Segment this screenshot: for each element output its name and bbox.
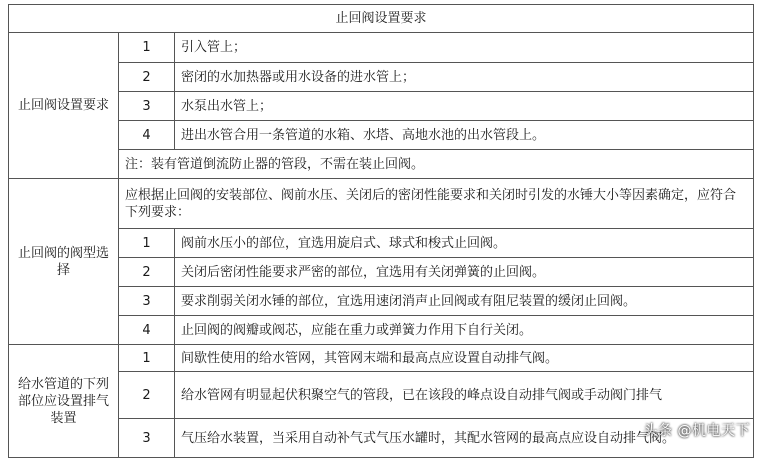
row-number: 1 [119, 345, 175, 372]
row-number: 2 [119, 372, 175, 419]
watermark: 头条 @机电天下 [643, 423, 750, 439]
row-number: 3 [119, 419, 175, 458]
row-text: 关闭后密闭性能要求严密的部位，宜选用有关闭弹簧的止回阀。 [175, 258, 754, 287]
row-text: 止回阀的阀瓣或阀芯，应能在重力或弹簧力作用下自行关闭。 [175, 316, 754, 345]
row-number: 2 [119, 258, 175, 287]
row-text: 水泵出水管上； [175, 92, 754, 121]
row-text: 气压给水装置，当采用自动补气式气压水罐时，其配水管网的最高点应设自动排气阀。 [175, 419, 754, 458]
row-number: 1 [119, 229, 175, 258]
row-text: 密闭的水加热器或用水设备的进水管上； [175, 63, 754, 92]
row-number: 3 [119, 92, 175, 121]
category-cell: 给水管道的下列部位应设置排气装置 [9, 345, 119, 458]
row-text: 要求削弱关闭水锤的部位，宜选用速闭消声止回阀或有阻尼装置的缓闭止回阀。 [175, 287, 754, 316]
row-text: 引入管上； [175, 33, 754, 63]
requirements-table [8, 4, 754, 458]
row-text: 阀前水压小的部位，宜选用旋启式、球式和梭式止回阀。 [175, 229, 754, 258]
category-cell: 止回阀的阀型选择 [9, 179, 119, 345]
category-cell: 止回阀设置要求 [9, 33, 119, 179]
row-number: 4 [119, 121, 175, 150]
row-number: 4 [119, 316, 175, 345]
row-number: 1 [119, 33, 175, 63]
row-text: 给水管网有明显起伏积聚空气的管段，已在该段的峰点设自动排气阀或手动阀门排气 [175, 372, 754, 419]
intro-text: 应根据止回阀的安装部位、阀前水压、关闭后的密闭性能要求和关闭时引发的水锤大小等因素确定，应符合下列要求： [119, 179, 754, 229]
table-title: 止回阀设置要求 [9, 5, 754, 33]
row-text: 间歇性使用的给水管网，其管网末端和最高点应设置自动排气阀。 [175, 345, 754, 372]
row-number: 2 [119, 63, 175, 92]
row-text: 进出水管合用一条管道的水箱、水塔、高地水池的出水管段上。 [175, 121, 754, 150]
note-text: 注：装有管道倒流防止器的管段，不需在装止回阀。 [119, 150, 754, 179]
row-number: 3 [119, 287, 175, 316]
